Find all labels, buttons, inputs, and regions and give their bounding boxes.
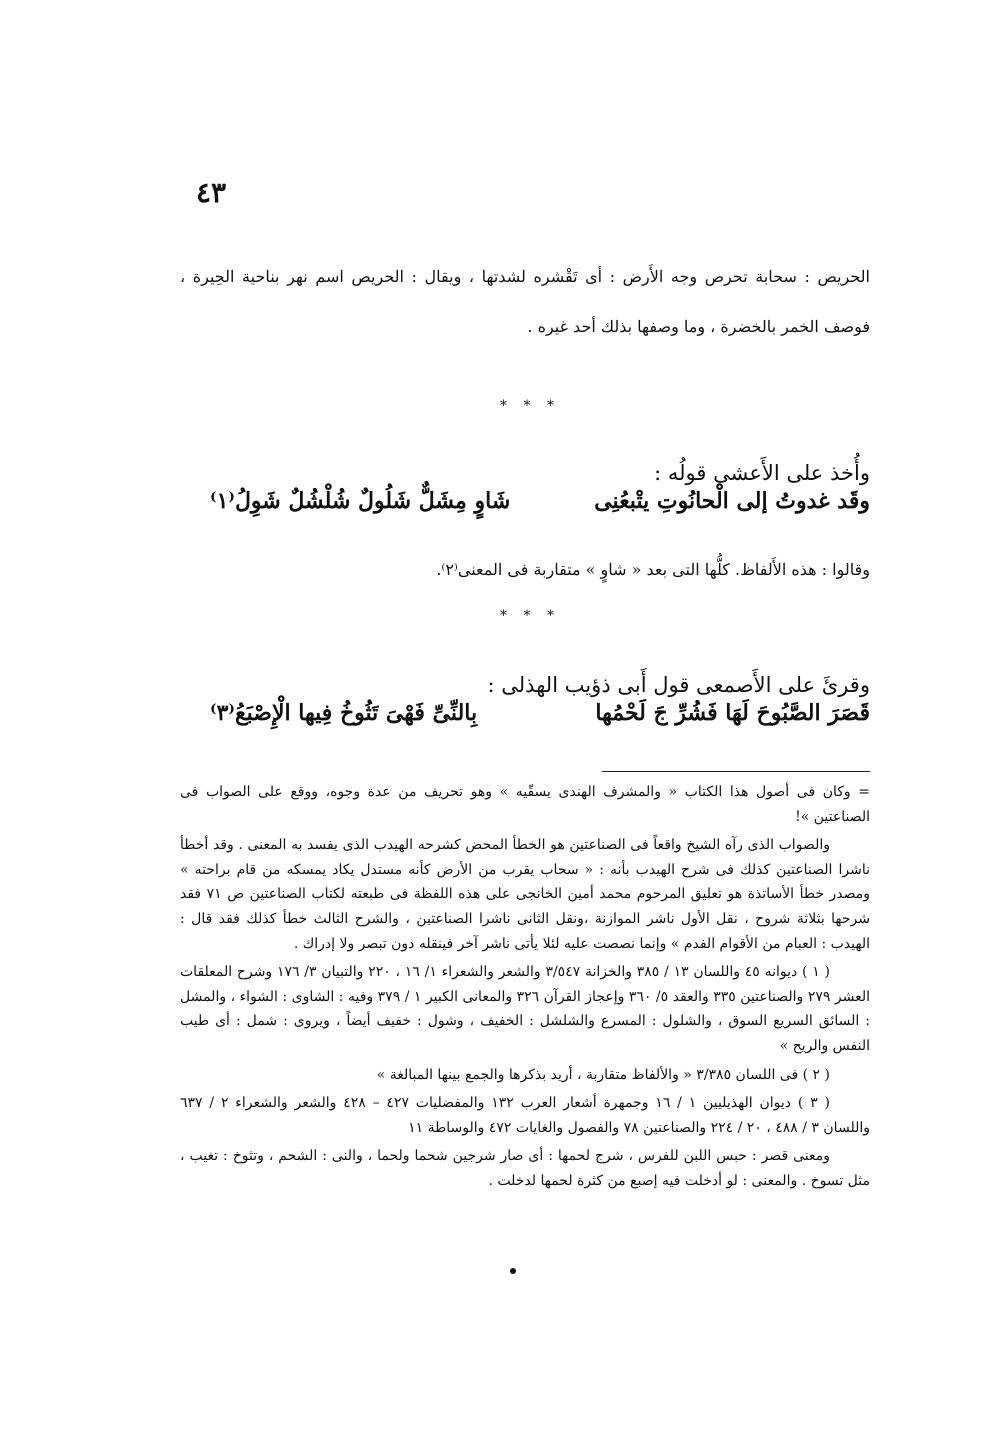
verse-hudhali <box>210 700 870 744</box>
footnote-1: ( ١ ) ديوانه ٤٥ واللسان ١٣ / ٣٨٥ والخزانة ٣/٥٤٧ والشعر والشعراء ١/ ١٦ ، ٢٢٠ والتبيان ٣/ ١٧٦ وشرح المعلقات العشر ٢٧٩ والصناعتين ٣٣٥ والعقد ٥/ ٣٦٠ وإعجاز القرآن ٣٢٦ والمعانى الكبير ١ / ٣٧٩ وفيه : الشاوى : الشواء ، والمشل : السائق السريع السوق ، والشلول : المسرع والشلشل : الخفيف ، وشول : خفيف أيضاً ، ويروى : شمل : أى طيب النفس والريح » <box>180 964 870 1054</box>
verse-intro-aasha: وأُخذ على الأَعشى قولُه : <box>654 461 870 485</box>
footnote-3-meaning: ومعنى قصر : حبس اللبن للفرس ، شرج لحمها : أى صار شرجين شحما ولحما ، والنى : الشحم ، وتثوخ : تغيب ، مثل تسوخ . والمعنى : لو أدخلت فيه إصبع من كثرة لحمها لدخلت . <box>180 1148 870 1189</box>
verse-hemistich-second: بِالنِّىِّ فَهْىَ تَثُوخُ فِيها الْإِصْبَعُ⁽٣⁾ <box>210 700 478 726</box>
page-number: ٤٣ <box>196 176 227 209</box>
ink-dot <box>510 1268 516 1274</box>
footnotes <box>180 780 870 1198</box>
verse-aasha <box>210 488 870 532</box>
footnote-note: والصواب الذى رآه الشيخ واقعاً فى الصناعتين هو الخطأ المحض كشرحه الهيدب الذى يفسد به المعنى . وقد أخطأ ناشرا الصناعتين كذلك فى شرح الهيدب بأنه : « سحاب يقرب من الأرض كأنه مستدل يكاد يمسكه من قام براحته » ومصدر خطأ الأساتذة هو تعليق المرحوم محمد أمين الخانجى على هذه اللفظة فى طبعته لكتاب الصناعتين ص ٧١ فقد شرحها بثلاثة شروح ، نقل الأول ناشر الموازنة ،ونقل الثانى ناشرا الصناعتين ، والشرح الثالث خطأ كذلك فقد قال : الهيدب : العبام من الأقوام الفدم » وإنما نصصت عليه لئلا يأتى ناشر آخر فينقله دون تبصر ولا إدراك . <box>180 837 870 952</box>
footnote-divider <box>602 771 870 772</box>
verse-hemistich-second: شَاوٍ مِشَلٌّ شَلُولٌ شُلْشُلٌ شَوِلُ⁽١⁾ <box>210 488 511 514</box>
section-separator: * * * <box>500 398 560 414</box>
opening-paragraph: الحريص : سحابة تحرص وجه الأَرض : أى تَقْشره لشدتها ، ويقال : الحريص اسم نهر بناحية الحِيرة ، فوصف الخمر بالخضرة ، وما وصفها بذلك أحد غيره . <box>180 267 870 336</box>
footnote-2: ( ٢ ) فى اللسان ٣/٣٨٥ « والألفاظ متقاربة ، أريد بذكرها والجمع بينها المبالغة » <box>376 1066 830 1083</box>
footnote-3: ( ٣ ) ديوان الهذيليين ١ / ١٦ وجمهرة أشعار العرب ١٣٢ والمفضليات ٤٢٧ – ٤٢٨ والشعر والشعراء ٢ / ٦٣٧ واللسان ٣ / ٤٨٨ ، ٢٠ / ٢٢٤ والصناعتين ٧٨ والفصول والغايات ٤٧٢ والوساطة ١١ <box>180 1095 870 1136</box>
verse-comment: وقالوا : هذه الأَلفاظ. كلُّها التى بعد « شاوٍ » متقاربة فى المعنى⁽٢⁾. <box>436 560 870 579</box>
verse-hemistich-first: وقَد غدوتُ إلى الْحانُوتِ يتْبعُنِى <box>594 488 870 514</box>
verse-hemistich-first: قَصَرَ الصَّبُوحَ لَهَا فَشُرِّ جَ لَحْمُها <box>595 700 870 726</box>
verse-intro-hudhali: وقرئَ على الأَصمعى قول أَبى ذؤيب الهذلى : <box>487 673 870 697</box>
footnote-continuation: = وكان فى أصول هذا الكتاب « والمشرف الهندى يسقّيه » وهو تحريف من عدة وجوه، ووقع على الصواب فى الصناعتين »! <box>180 784 870 825</box>
section-separator: * * * <box>500 608 560 624</box>
